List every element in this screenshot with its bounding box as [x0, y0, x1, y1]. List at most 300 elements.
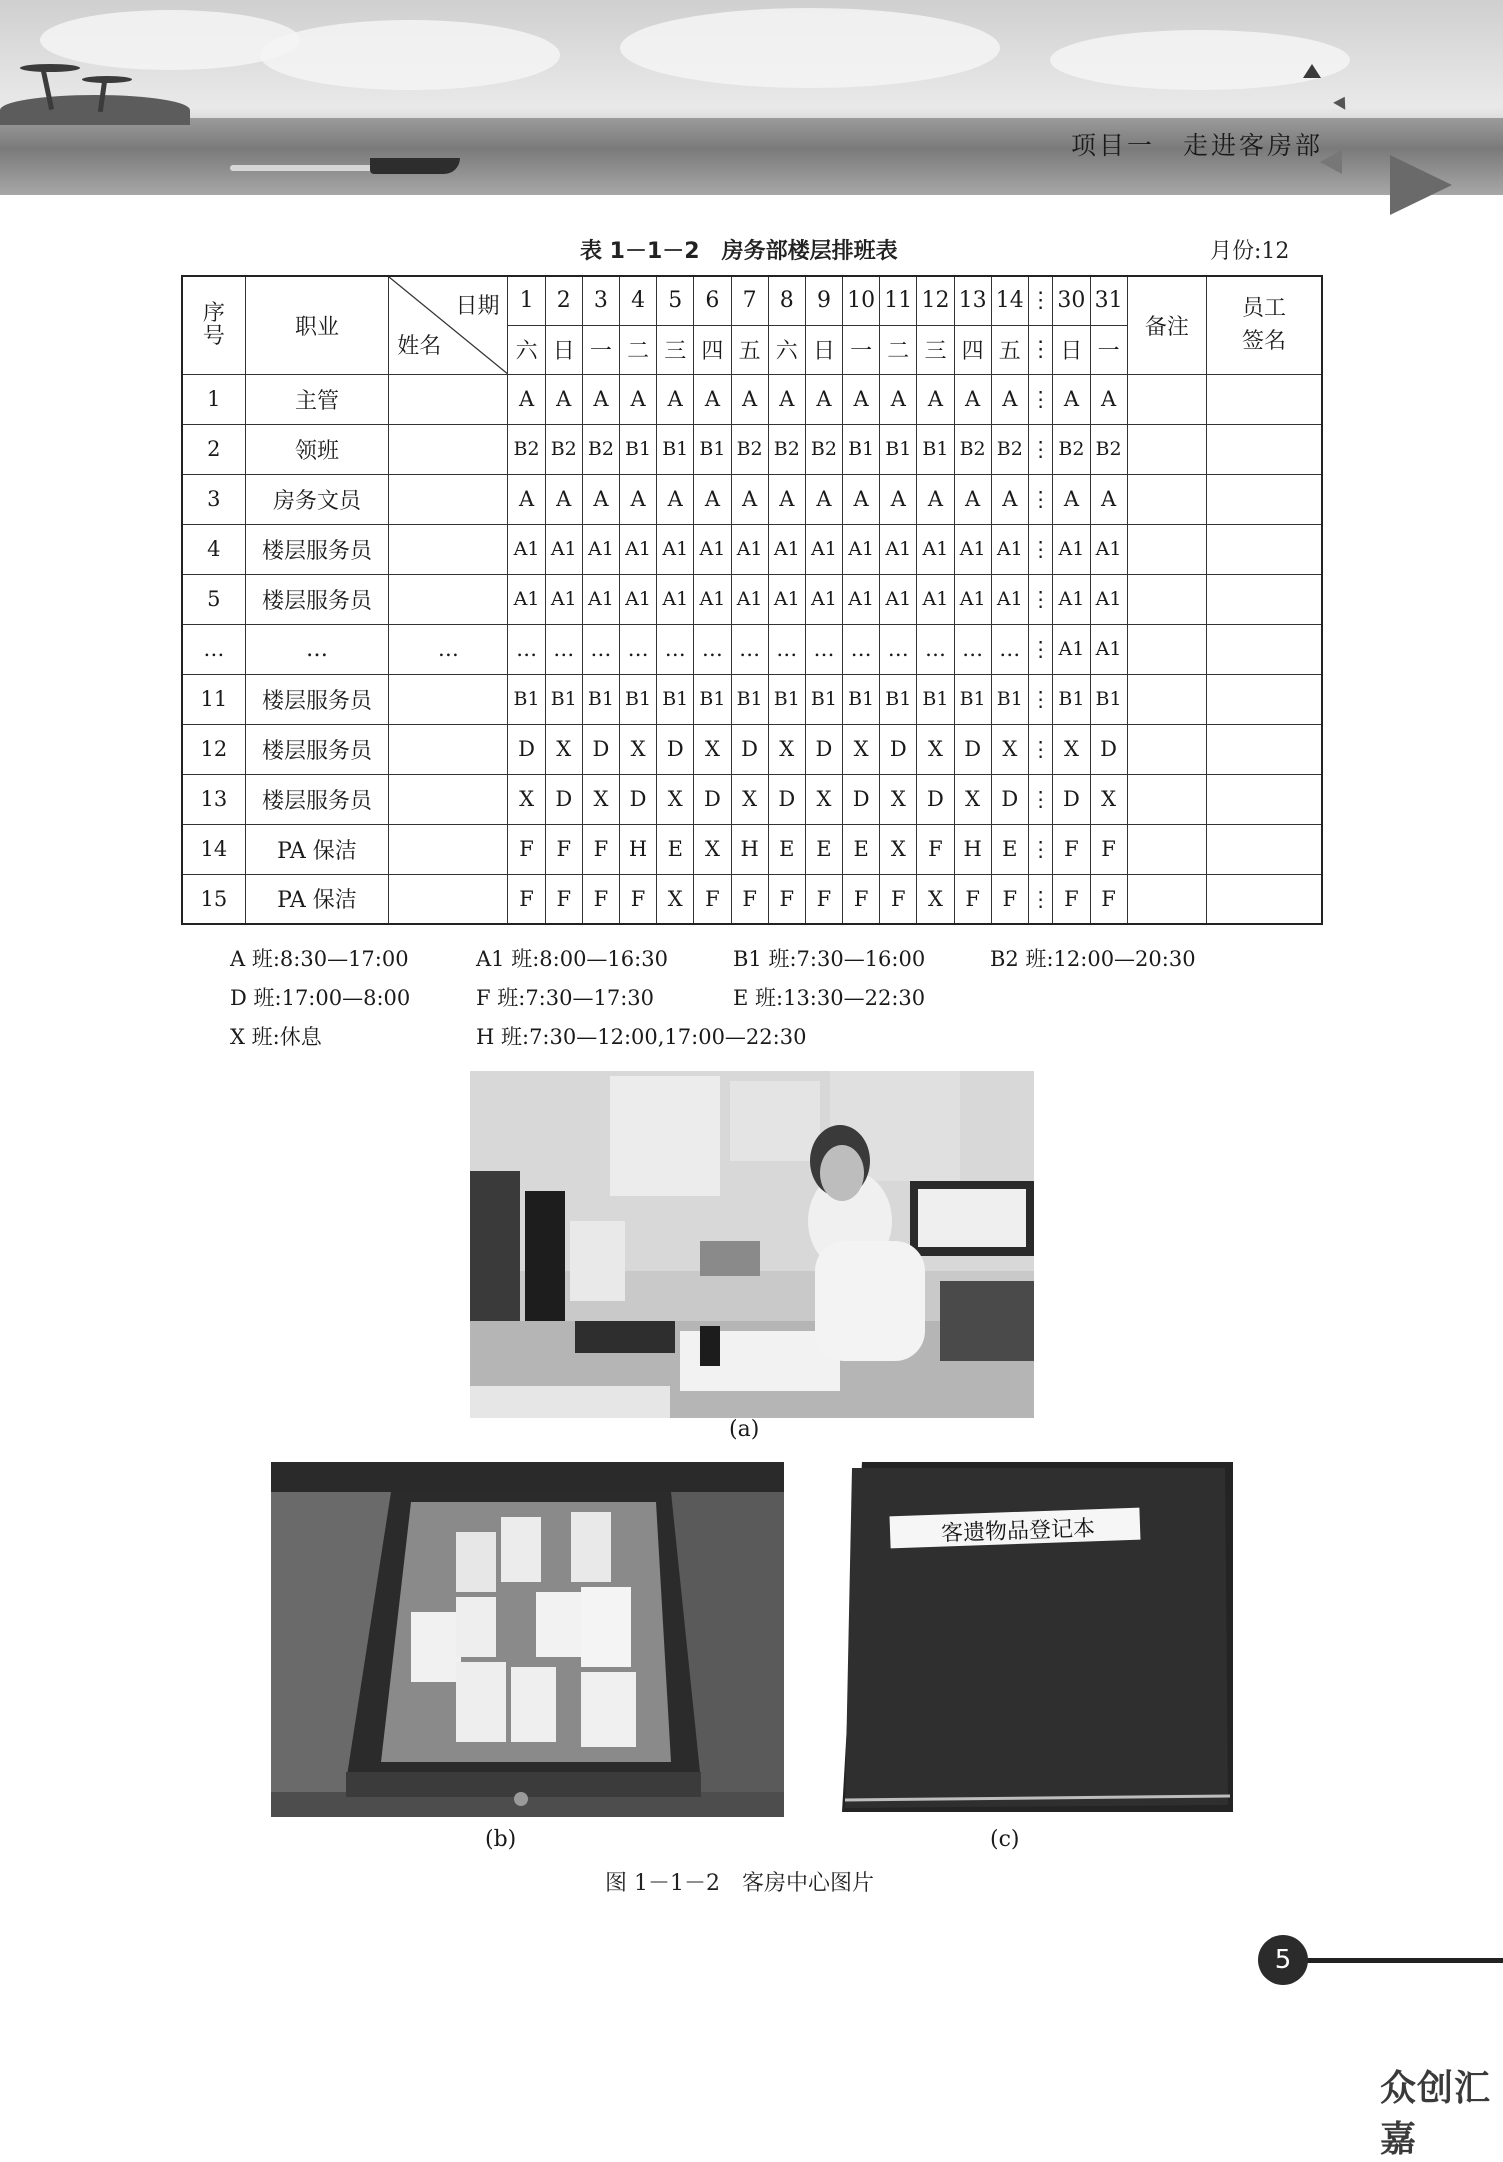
shift-cell: D [657, 724, 694, 774]
shift-cell: F [768, 874, 805, 924]
palm-leaves [20, 64, 80, 72]
row-remark [1127, 524, 1206, 574]
header-date-11: 11 [880, 276, 917, 325]
shift-cell: … [954, 624, 991, 674]
header-date-3: 3 [582, 276, 619, 325]
row-name [389, 474, 508, 524]
shift-cell: A1 [731, 524, 768, 574]
shift-cell: F [620, 874, 657, 924]
shift-cell: B1 [991, 674, 1028, 724]
shift-cell: ⋮ [1028, 874, 1052, 924]
shift-cell: X [954, 774, 991, 824]
row-remark [1127, 474, 1206, 524]
header-weekday: 日 [1053, 325, 1090, 374]
shift-cell: ⋮ [1028, 524, 1052, 574]
row-name [389, 524, 508, 574]
shift-cell: A1 [657, 574, 694, 624]
shift-cell: B1 [1090, 674, 1127, 724]
shift-cell: B2 [582, 424, 619, 474]
header-weekday: 一 [843, 325, 880, 374]
header-weekday: 三 [657, 325, 694, 374]
shift-cell: A1 [582, 524, 619, 574]
header-remark: 备注 [1127, 276, 1206, 374]
header-date-9: 9 [805, 276, 842, 325]
legend-h: H 班:7:30—12:00,17:00—22:30 [476, 1025, 807, 1049]
shift-cell: ⋮ [1028, 374, 1052, 424]
row-name [389, 424, 508, 474]
shift-cell: B1 [954, 674, 991, 724]
shift-cell: A [805, 374, 842, 424]
cloud [40, 10, 300, 70]
shift-cell: D [694, 774, 731, 824]
shift-cell: A [880, 374, 917, 424]
shift-cell: A [731, 474, 768, 524]
shift-cell: B1 [880, 424, 917, 474]
header-date-label: 日期 [455, 294, 500, 319]
header-date-2: 2 [545, 276, 582, 325]
shift-cell: A [768, 474, 805, 524]
table-row [182, 374, 1322, 424]
row-remark [1127, 774, 1206, 824]
shift-cell: … [545, 624, 582, 674]
shift-cell: X [768, 724, 805, 774]
shift-cell: F [508, 874, 545, 924]
shift-cell: F [582, 874, 619, 924]
shift-cell: A [657, 374, 694, 424]
row-name [389, 674, 508, 724]
palm-leaves [82, 76, 132, 83]
row-seq: 5 [182, 574, 245, 624]
shift-cell: … [694, 624, 731, 674]
header-date-4: 4 [620, 276, 657, 325]
shift-cell: … [917, 624, 954, 674]
shift-cell: A [1090, 474, 1127, 524]
row-remark [1127, 574, 1206, 624]
shift-cell: A [843, 374, 880, 424]
shift-cell: B2 [731, 424, 768, 474]
legend-a1: A1 班:8:00—16:30 [476, 947, 668, 971]
row-signature [1207, 624, 1322, 674]
shift-cell: X [508, 774, 545, 824]
shift-cell: B2 [1053, 424, 1090, 474]
shift-cell: X [694, 724, 731, 774]
shift-cell: A1 [768, 574, 805, 624]
shift-cell: … [731, 624, 768, 674]
header-date-ellipsis: ⋮ [1028, 276, 1052, 325]
shift-cell: A [508, 474, 545, 524]
shift-cell: A [620, 374, 657, 424]
shift-cell: B2 [545, 424, 582, 474]
shift-cell: E [768, 824, 805, 874]
shift-cell: A1 [843, 524, 880, 574]
shift-cell: A [657, 474, 694, 524]
header-date-10: 10 [843, 276, 880, 325]
shift-cell: … [657, 624, 694, 674]
table-row [182, 574, 1322, 624]
logbook-title: 客遗物品登记本 [940, 1516, 1096, 1547]
row-seq: 13 [182, 774, 245, 824]
row-signature [1207, 674, 1322, 724]
header-date-14: 14 [991, 276, 1028, 325]
shift-cell: ⋮ [1028, 474, 1052, 524]
row-remark [1127, 624, 1206, 674]
shift-cell: A1 [620, 574, 657, 624]
row-seq: 14 [182, 824, 245, 874]
shift-cell: X [917, 724, 954, 774]
figure-b-label: (b) [485, 1827, 517, 1852]
shift-cell: H [620, 824, 657, 874]
legend-a: A 班:8:30—17:00 [230, 947, 409, 971]
speedboat [370, 158, 460, 174]
row-remark [1127, 374, 1206, 424]
shift-cell: X [991, 724, 1028, 774]
row-role: 领班 [245, 424, 389, 474]
table-row [182, 424, 1322, 474]
shift-cell: B1 [1053, 674, 1090, 724]
row-signature [1207, 424, 1322, 474]
boat-wake [230, 165, 390, 171]
page-number: 5 [1258, 1935, 1308, 1985]
shift-cell: X [694, 824, 731, 874]
row-role: … [245, 624, 389, 674]
shift-cell: ⋮ [1028, 674, 1052, 724]
shift-cell: A [805, 474, 842, 524]
figure-c-label: (c) [990, 1827, 1020, 1852]
shift-cell: A1 [917, 524, 954, 574]
shift-cell: B1 [880, 674, 917, 724]
legend-b2: B2 班:12:00—20:30 [990, 947, 1196, 971]
shift-cell: F [805, 874, 842, 924]
header-weekday: 一 [582, 325, 619, 374]
shift-cell: D [880, 724, 917, 774]
header-date-6: 6 [694, 276, 731, 325]
header-sign [1207, 276, 1322, 374]
shift-cell: A1 [917, 574, 954, 624]
figure-caption: 图 1－1－2 客房中心图片 [605, 1871, 874, 1896]
shift-cell: X [620, 724, 657, 774]
legend-b1: B1 班:7:30—16:00 [733, 947, 926, 971]
row-signature [1207, 874, 1322, 924]
shift-cell: F [991, 874, 1028, 924]
shift-cell: A1 [991, 574, 1028, 624]
figure-a-label: (a) [729, 1417, 760, 1442]
row-signature [1207, 724, 1322, 774]
page-number-rule [1306, 1958, 1503, 1963]
shift-cell: A1 [508, 574, 545, 624]
shift-cell: A [917, 374, 954, 424]
shift-cell: E [843, 824, 880, 874]
photo-drawer-cards [271, 1462, 784, 1817]
shift-cell: A [582, 374, 619, 424]
shift-cell: B1 [917, 674, 954, 724]
shift-cell: A [620, 474, 657, 524]
shift-cell: B1 [694, 424, 731, 474]
table-row [182, 674, 1322, 724]
header-weekday: 四 [694, 325, 731, 374]
shift-cell: F [1053, 824, 1090, 874]
legend-e: E 班:13:30—22:30 [733, 986, 926, 1010]
shift-cell: A [768, 374, 805, 424]
shift-cell: X [917, 874, 954, 924]
header-name-label: 姓名 [397, 333, 442, 359]
row-remark [1127, 824, 1206, 874]
row-remark [1127, 674, 1206, 724]
shift-cell: D [620, 774, 657, 824]
shift-cell: … [991, 624, 1028, 674]
shift-cell: A [1090, 374, 1127, 424]
header-date-13: 13 [954, 276, 991, 325]
row-remark [1127, 424, 1206, 474]
shift-cell: A1 [954, 574, 991, 624]
triangle-decoration [1303, 64, 1321, 78]
shift-cell: X [1090, 774, 1127, 824]
shift-cell: X [582, 774, 619, 824]
shift-cell: B2 [954, 424, 991, 474]
table-month: 月份:12 [1210, 239, 1290, 264]
row-seq: 3 [182, 474, 245, 524]
row-name [389, 774, 508, 824]
shift-cell: A1 [1053, 524, 1090, 574]
shift-cell: E [991, 824, 1028, 874]
shift-cell: A [954, 374, 991, 424]
shift-cell: A [1053, 474, 1090, 524]
shift-cell: A1 [620, 524, 657, 574]
shift-cell: B1 [657, 424, 694, 474]
shift-cell: D [545, 774, 582, 824]
table-row [182, 624, 1322, 674]
legend-x: X 班:休息 [230, 1025, 322, 1049]
shift-cell: A1 [508, 524, 545, 574]
cloud [620, 8, 1000, 88]
shift-cell: A1 [1053, 574, 1090, 624]
header-weekday: ⋮ [1028, 325, 1052, 374]
table-row [182, 824, 1322, 874]
header-weekday: 一 [1090, 325, 1127, 374]
legend-d: D 班:17:00—8:00 [230, 986, 411, 1010]
row-role: 楼层服务员 [245, 674, 389, 724]
row-role: 楼层服务员 [245, 574, 389, 624]
row-remark [1127, 724, 1206, 774]
header-weekday: 日 [545, 325, 582, 374]
shift-cell: X [805, 774, 842, 824]
row-seq: 15 [182, 874, 245, 924]
header-date-30: 30 [1053, 276, 1090, 325]
shift-cell: ⋮ [1028, 724, 1052, 774]
shift-cell: D [954, 724, 991, 774]
shift-cell: H [731, 824, 768, 874]
legend-f: F 班:7:30—17:30 [476, 986, 654, 1010]
row-role: 主管 [245, 374, 389, 424]
shift-cell: A [954, 474, 991, 524]
shift-cell: F [582, 824, 619, 874]
shift-cell: B1 [545, 674, 582, 724]
header-weekday: 六 [768, 325, 805, 374]
header-date-5: 5 [657, 276, 694, 325]
shift-cell: B1 [768, 674, 805, 724]
shift-cell: D [508, 724, 545, 774]
shift-cell: F [954, 874, 991, 924]
shift-cell: A1 [880, 524, 917, 574]
shift-cell: A1 [1053, 624, 1090, 674]
shift-cell: B1 [843, 424, 880, 474]
header-weekday: 五 [731, 325, 768, 374]
header-weekday: 三 [917, 325, 954, 374]
shift-cell: … [582, 624, 619, 674]
header-weekday: 二 [880, 325, 917, 374]
table-row [182, 874, 1322, 924]
shift-cell: A1 [1090, 624, 1127, 674]
shift-cell: B1 [508, 674, 545, 724]
row-signature [1207, 524, 1322, 574]
shift-cell: … [620, 624, 657, 674]
photo-lost-found-logbook [840, 1460, 1235, 1817]
shift-cell: F [1090, 824, 1127, 874]
shift-cell: A [1053, 374, 1090, 424]
shift-cell: X [880, 824, 917, 874]
shift-cell: X [843, 724, 880, 774]
shift-cell: F [508, 824, 545, 874]
row-role: PA 保洁 [245, 824, 389, 874]
triangle-decoration [1390, 155, 1452, 215]
watermark-logo: 众创汇嘉 [1380, 2068, 1492, 2160]
row-role: PA 保洁 [245, 874, 389, 924]
shift-cell: E [805, 824, 842, 874]
shift-cell: F [694, 874, 731, 924]
row-seq: 1 [182, 374, 245, 424]
shift-cell: ⋮ [1028, 574, 1052, 624]
shift-cell: A1 [805, 524, 842, 574]
shift-cell: D [805, 724, 842, 774]
shift-cell: H [954, 824, 991, 874]
shift-cell: … [880, 624, 917, 674]
shift-cell: B1 [694, 674, 731, 724]
shift-cell: … [768, 624, 805, 674]
shift-cell: F [917, 824, 954, 874]
header-date-12: 12 [917, 276, 954, 325]
shift-cell: X [880, 774, 917, 824]
shift-cell: B2 [1090, 424, 1127, 474]
shift-cell: A [880, 474, 917, 524]
table-caption: 表 1－1－2 房务部楼层排班表 [580, 239, 898, 264]
shift-cell: B1 [731, 674, 768, 724]
row-name [389, 874, 508, 924]
row-role: 房务文员 [245, 474, 389, 524]
shift-cell: A [991, 374, 1028, 424]
shift-cell: X [1053, 724, 1090, 774]
shift-cell: … [508, 624, 545, 674]
row-signature [1207, 374, 1322, 424]
table-header-row [182, 276, 1322, 325]
row-name [389, 374, 508, 424]
row-seq: 2 [182, 424, 245, 474]
row-name: … [389, 624, 508, 674]
row-signature [1207, 574, 1322, 624]
shift-cell: B1 [582, 674, 619, 724]
shift-schedule-table [181, 275, 1323, 925]
shift-cell: A1 [694, 574, 731, 624]
shift-cell: A [508, 374, 545, 424]
shift-cell: F [545, 824, 582, 874]
table-row [182, 524, 1322, 574]
shift-cell: A [991, 474, 1028, 524]
shift-cell: A [843, 474, 880, 524]
row-signature [1207, 824, 1322, 874]
row-seq: 4 [182, 524, 245, 574]
row-signature [1207, 774, 1322, 824]
shift-cell: A [545, 374, 582, 424]
shift-cell: F [545, 874, 582, 924]
photo-housekeeping-office [470, 1071, 1034, 1418]
header-sign-text: 员工签名 [1242, 296, 1287, 355]
header-weekday: 二 [620, 325, 657, 374]
shift-cell: ⋮ [1028, 824, 1052, 874]
header-date-1: 1 [508, 276, 545, 325]
shift-cell: B1 [620, 424, 657, 474]
table-row [182, 774, 1322, 824]
shift-cell: A [694, 474, 731, 524]
row-remark [1127, 874, 1206, 924]
row-signature [1207, 474, 1322, 524]
cloud [1050, 30, 1350, 90]
header-date-8: 8 [768, 276, 805, 325]
shift-cell: A1 [768, 524, 805, 574]
triangle-decoration [1320, 150, 1342, 174]
header-title: 项目一 走进客房部 [1070, 131, 1323, 160]
row-role: 楼层服务员 [245, 774, 389, 824]
shift-cell: D [991, 774, 1028, 824]
shift-cell: D [917, 774, 954, 824]
row-name [389, 824, 508, 874]
header-seq [182, 276, 245, 374]
triangle-decoration [1333, 93, 1351, 110]
shift-cell: B2 [768, 424, 805, 474]
shift-cell: F [880, 874, 917, 924]
shift-cell: X [657, 874, 694, 924]
shift-cell: B1 [917, 424, 954, 474]
shift-cell: B2 [508, 424, 545, 474]
row-role: 楼层服务员 [245, 724, 389, 774]
shift-cell: B1 [620, 674, 657, 724]
shift-cell: A1 [1090, 574, 1127, 624]
shift-cell: F [731, 874, 768, 924]
header-weekday: 五 [991, 325, 1028, 374]
row-seq: 11 [182, 674, 245, 724]
shift-cell: F [1053, 874, 1090, 924]
shift-cell: A1 [843, 574, 880, 624]
shift-cell: A [731, 374, 768, 424]
shift-cell: A [917, 474, 954, 524]
row-seq: … [182, 624, 245, 674]
shift-cell: A [694, 374, 731, 424]
shift-cell: A1 [731, 574, 768, 624]
shift-cell: B2 [805, 424, 842, 474]
header-date-name-diagonal [389, 276, 508, 374]
header-role: 职业 [245, 276, 389, 374]
shift-cell: ⋮ [1028, 774, 1052, 824]
shift-cell: … [843, 624, 880, 674]
shift-cell: F [1090, 874, 1127, 924]
shift-cell: A1 [1090, 524, 1127, 574]
shift-cell: A1 [954, 524, 991, 574]
shift-cell: A1 [805, 574, 842, 624]
shift-cell: A [582, 474, 619, 524]
shift-cell: E [657, 824, 694, 874]
shift-cell: X [731, 774, 768, 824]
shift-cell: … [805, 624, 842, 674]
header-banner [0, 0, 1503, 195]
office-scene-illustration [470, 1071, 1034, 1418]
header-weekday: 四 [954, 325, 991, 374]
